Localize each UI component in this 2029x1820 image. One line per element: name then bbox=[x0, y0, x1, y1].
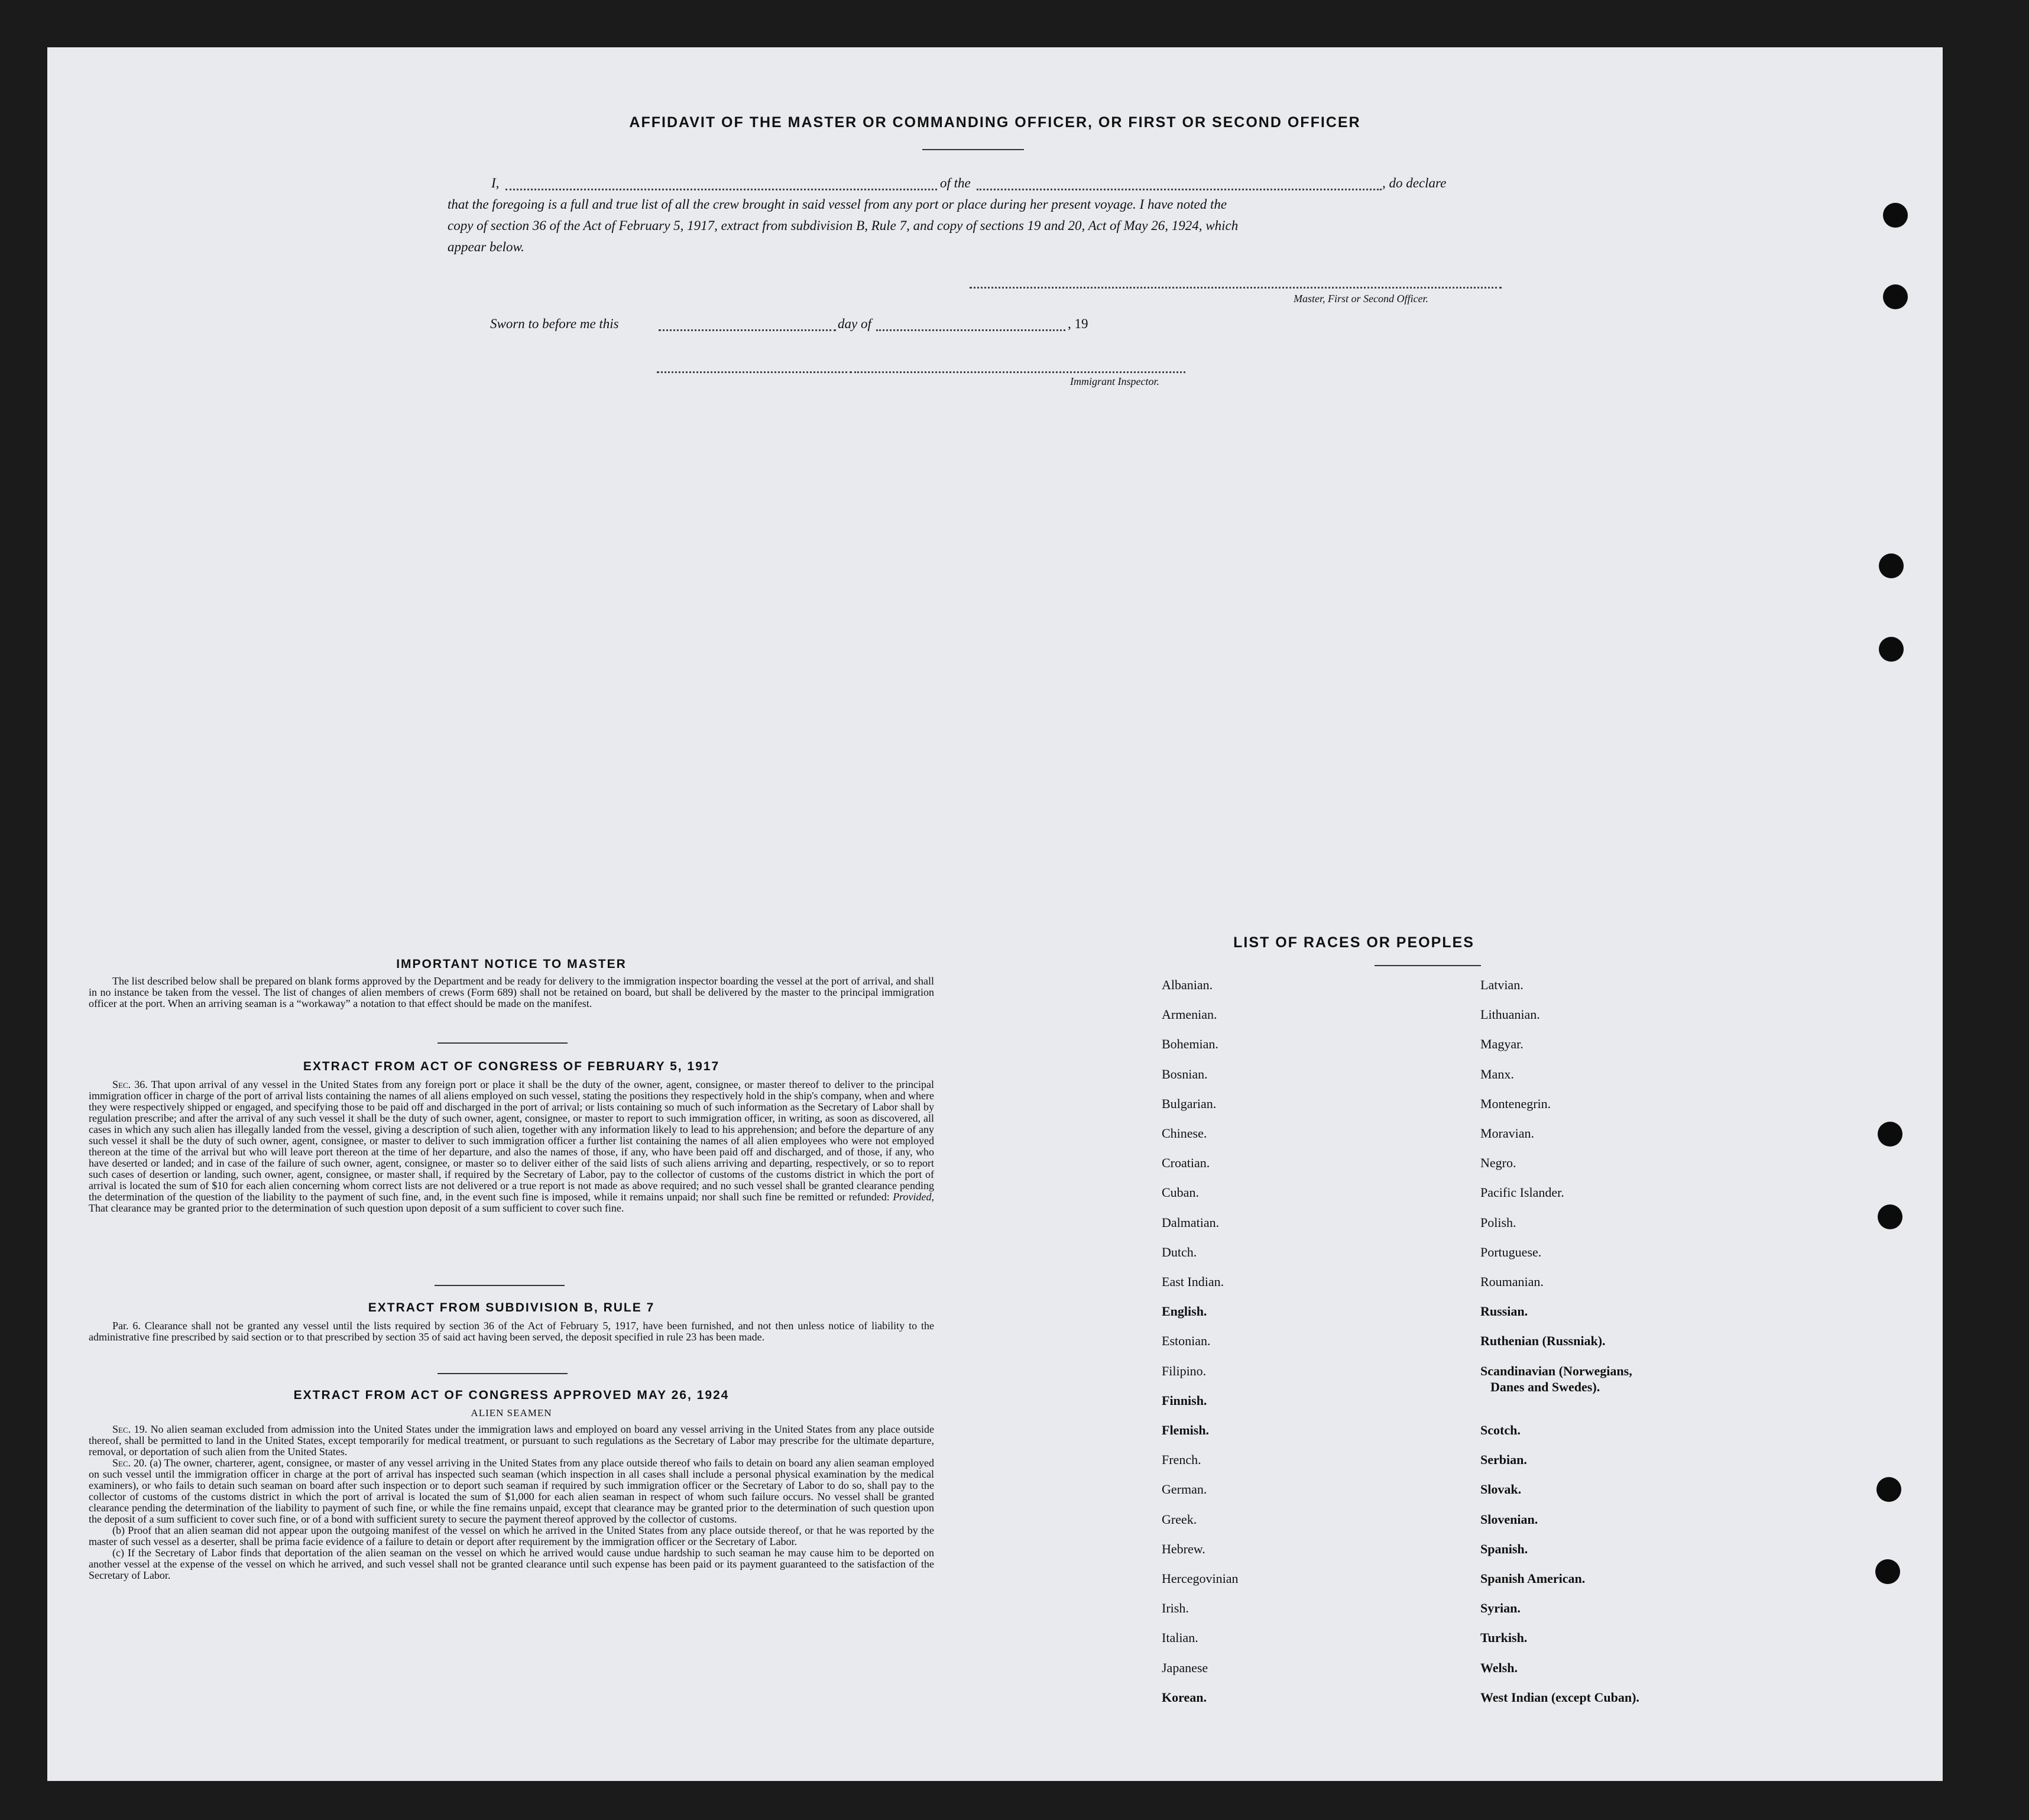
extract-1917-title: EXTRACT FROM ACT OF CONGRESS OF FEBRUARY 5, 1917 bbox=[303, 1060, 720, 1073]
race-item: Scotch. bbox=[1480, 1423, 1521, 1437]
race-item: Hebrew. bbox=[1162, 1541, 1205, 1556]
race-item: Portuguese. bbox=[1480, 1244, 1542, 1259]
race-item: Chinese. bbox=[1162, 1126, 1207, 1141]
race-item: Russian. bbox=[1480, 1304, 1528, 1319]
race-item: Latvian. bbox=[1480, 977, 1524, 992]
race-item: Armenian. bbox=[1162, 1007, 1217, 1022]
notice-text bbox=[89, 976, 934, 1009]
vessel-blank[interactable] bbox=[977, 189, 1382, 190]
name-blank[interactable] bbox=[505, 189, 937, 190]
notice-divider bbox=[437, 1042, 568, 1044]
notice-paragraph: The list described below shall be prepared on blank forms approved by the Department and be ready for delivery to the immigration inspector boarding the vessel at the port of arrival, and shall in no instance be taken from the vessel. The list of changes of alien members of crews (Form 689) shall not be retained on board, but shall be delivered by the master to the principal immigration officer at the port. When an arriving seaman is a “workaway” a notation to that effect should be made on the manifest. bbox=[89, 975, 934, 1009]
punch-hole bbox=[1879, 637, 1904, 662]
race-item: Albanian. bbox=[1162, 977, 1213, 992]
affidavit-line-4: appear below. bbox=[448, 239, 524, 254]
race-item: Spanish. bbox=[1480, 1541, 1528, 1556]
of-the-label: of the bbox=[940, 176, 971, 190]
affidavit-title: AFFIDAVIT OF THE MASTER OR COMMANDING OFFICER, OR FIRST OR SECOND OFFICER bbox=[629, 114, 1361, 131]
affidavit-line-3: copy of section 36 of the Act of February 5, 1917, extract from subdivision B, Rule 7, and copy of sections 19 and 20, Act of May 26, 1924, which bbox=[448, 218, 1239, 233]
race-item: Moravian. bbox=[1480, 1126, 1535, 1141]
race-item: Negro. bbox=[1480, 1155, 1516, 1171]
races-divider bbox=[1375, 965, 1481, 966]
race-item: German. bbox=[1162, 1482, 1207, 1497]
race-item: Hercegovinian bbox=[1162, 1571, 1239, 1586]
inspector-signature-line-b[interactable] bbox=[854, 371, 1185, 373]
extract-1924-title: EXTRACT FROM ACT OF CONGRESS APPROVED MAY 26, 1924 bbox=[293, 1388, 730, 1402]
sec-20-b: (b) Proof that an alien seaman did not appear upon the outgoing manifest of the vessel on which he arrived in the United States from any place outside thereof, or that he was reported by the master of such vessel as a deserter, shall be prima facie evidence of a failure to detain or deport after requirement by the immigration officer or the Secretary of Labor. bbox=[89, 1524, 934, 1547]
title-divider bbox=[922, 149, 1024, 150]
race-item: Dutch. bbox=[1162, 1244, 1197, 1259]
race-item: Finnish. bbox=[1162, 1392, 1207, 1408]
race-item: Roumanian. bbox=[1480, 1274, 1544, 1289]
race-item: West Indian (except Cuban). bbox=[1480, 1689, 1639, 1705]
race-item: Pacific Islander. bbox=[1480, 1185, 1564, 1200]
affidavit-i-label: I, bbox=[491, 176, 500, 190]
document-page bbox=[47, 47, 1943, 1781]
sworn-label: Sworn to before me this bbox=[490, 316, 619, 331]
race-item: Flemish. bbox=[1162, 1423, 1210, 1437]
scandinavian-continuation: Danes and Swedes). bbox=[1490, 1379, 1600, 1394]
race-item: Italian. bbox=[1162, 1630, 1198, 1646]
notice-title: IMPORTANT NOTICE TO MASTER bbox=[396, 957, 627, 971]
race-item: Bohemian. bbox=[1162, 1037, 1218, 1052]
race-item: Syrian. bbox=[1480, 1601, 1521, 1616]
race-item: Welsh. bbox=[1480, 1660, 1518, 1675]
sworn-month-blank[interactable] bbox=[876, 329, 1065, 331]
sec-20-label: Sec. 20. bbox=[112, 1457, 147, 1469]
race-item: Bulgarian. bbox=[1162, 1096, 1217, 1111]
punch-hole bbox=[1883, 203, 1908, 228]
punch-hole bbox=[1878, 1122, 1902, 1147]
sworn-day-blank[interactable] bbox=[659, 329, 836, 331]
race-item: Lithuanian. bbox=[1480, 1007, 1540, 1022]
race-item: Greek. bbox=[1162, 1511, 1197, 1527]
rule-7-title: EXTRACT FROM SUBDIVISION B, RULE 7 bbox=[368, 1301, 655, 1314]
rule-7-text bbox=[89, 1320, 934, 1343]
provided-word: Provided, bbox=[893, 1191, 934, 1203]
race-item: Korean. bbox=[1162, 1689, 1207, 1705]
sec-19-label: Sec. 19. bbox=[112, 1423, 148, 1435]
master-signature-line[interactable] bbox=[970, 287, 1502, 289]
races-title: LIST OF RACES OR PEOPLES bbox=[1233, 934, 1474, 951]
race-item: Ruthenian (Russniak). bbox=[1480, 1333, 1606, 1349]
race-item: East Indian. bbox=[1162, 1274, 1224, 1289]
sec-19-body: No alien seaman excluded from admission into the United States under the immigration laws and employed on board any vessel arriving in the United States from any place outside thereof, shall be permitted to land in the United States, except temporarily for medical treatment, or pursuant to such regulations as the Secretary of Labor may prescribe for the ultimate departure, removal, or deportation of such alien from the United States. bbox=[89, 1423, 935, 1458]
punch-hole bbox=[1878, 1204, 1902, 1229]
sec-36-tail: That clearance may be granted prior to the determination of such question upon deposit of a sum sufficient to cover such fine. bbox=[89, 1202, 624, 1214]
race-item: Cuban. bbox=[1162, 1185, 1199, 1200]
rule-7-paragraph: Par. 6. Clearance shall not be granted any vessel until the lists required by section 36 of the Act of February 5, 1917, have been furnished, and not then unless notice of liability to the administrative fine prescribed by said section or to that prescribed by section 35 of said act having been served, the deposit specified in rule 23 has been made. bbox=[89, 1320, 934, 1343]
sec-36-label: Sec. 36. bbox=[112, 1079, 148, 1090]
do-declare-label: , do declare bbox=[1382, 176, 1447, 190]
extract-1917-divider bbox=[435, 1285, 565, 1286]
race-item: Polish. bbox=[1480, 1215, 1516, 1230]
rule-7-divider bbox=[437, 1373, 568, 1374]
alien-seamen-subtitle: ALIEN SEAMEN bbox=[471, 1407, 552, 1419]
extract-1917-text bbox=[89, 1079, 934, 1214]
race-item: Montenegrin. bbox=[1480, 1096, 1551, 1111]
sec-20-c: (c) If the Secretary of Labor finds that deportation of the alien seaman on the vessel on which he arrived would cause undue hardship to such seaman he may cause him to be deported on another vessel at the expense of the vessel on which he arrived, and such vessel shall not be granted clearance until such expense has been paid or its payment guaranteed to the satisfaction of the Secretary of Labor. bbox=[89, 1547, 934, 1581]
year-label: , 19 bbox=[1068, 316, 1088, 331]
race-item: Bosnian. bbox=[1162, 1066, 1208, 1081]
punch-hole bbox=[1875, 1559, 1900, 1584]
race-item: Slovak. bbox=[1480, 1482, 1522, 1497]
sec-36-body: That upon arrival of any vessel in the United States from any foreign port or place it shall be the duty of the owner, agent, consignee, or master thereof to deliver to the principal immigration officer in charge of the port of arrival lists containing the names of all aliens employed on such vessel, stating the positions they respectively hold in the ship's company, when and where they were respectively shipped or engaged, and specifying those to be paid off and discharged in the port of arrival; or lists containing so much of such information as the Secretary of Labor shall by regulation prescribe; and after the arrival of any such vessel it shall be the duty of such owner, agent, consignee, or master to report to such immigration officer, in writing, as soon as discovered, all cases in which any such alien has illegally landed from the vessel, giving a description of such alien, together with any information likely to lead to his apprehension; and before the departure of any such vessel it shall be the duty of such owner, agent, consignee, or master to deliver to such immigration officer a further list containing the names of all alien employees who were not employed thereon at the time of the arrival but who will leave port thereon at the time of her departure, and also the names of those, if any, who have been paid off and discharged, and of those, if any, who have deserted or landed; and in case of the failure of such owner, agent, consignee, or master so to deliver either of the said lists of such aliens arriving and departing, respectively, or so to report such cases of desertion or landing, such owner, agent, consignee, or master shall, if required by the Secretary of Labor, pay to the collector of customs of the customs district in which the port of arrival is located the sum of $10 for each alien concerning whom correct lists are not delivered or a true report is not made as above required; and no such vessel shall be granted clearance pending the determination of the question of the liability to the payment of such fine, and, in the event such fine is imposed, while it remains unpaid; nor shall such fine be remitted or refunded: bbox=[89, 1079, 934, 1203]
race-item: Filipino. bbox=[1162, 1363, 1207, 1378]
inspector-caption: Immigrant Inspector. bbox=[1070, 375, 1159, 387]
master-caption: Master, First or Second Officer. bbox=[1294, 293, 1428, 305]
race-item: Irish. bbox=[1162, 1601, 1189, 1616]
race-item: Croatian. bbox=[1162, 1155, 1210, 1171]
day-of-label: day of bbox=[838, 316, 871, 331]
race-item: Estonian. bbox=[1162, 1333, 1211, 1349]
race-item: English. bbox=[1162, 1304, 1207, 1319]
race-item: French. bbox=[1162, 1452, 1201, 1468]
race-item: Magyar. bbox=[1480, 1037, 1524, 1052]
race-item: Manx. bbox=[1480, 1066, 1514, 1081]
punch-hole bbox=[1879, 553, 1904, 578]
inspector-signature-line-a[interactable] bbox=[657, 371, 852, 373]
punch-hole bbox=[1883, 284, 1908, 309]
race-item: Turkish. bbox=[1480, 1630, 1528, 1646]
punch-hole bbox=[1876, 1477, 1901, 1502]
race-item: Spanish American. bbox=[1480, 1571, 1586, 1586]
race-item: Japanese bbox=[1162, 1660, 1208, 1675]
race-item: Serbian. bbox=[1480, 1452, 1527, 1468]
extract-1924-text bbox=[89, 1424, 934, 1581]
affidavit-line-2: that the foregoing is a full and true list of all the crew brought in said vessel from any port or place during her present voyage. I have noted the bbox=[448, 197, 1227, 212]
race-item: Dalmatian. bbox=[1162, 1215, 1220, 1230]
race-item: Scandinavian (Norwegians, bbox=[1480, 1363, 1632, 1378]
sec-20-a: (a) The owner, charterer, agent, consignee, or master of any vessel arriving in the United States from any place outside thereof who fails to detain on board any alien seaman employed on such vessel until the immigration officer in charge at the port of arrival has inspected such seaman (which inspection in all cases shall include a personal physical examination by the medical examiners), or who fails to detain such seaman on board after such inspection or to deport such seaman if required by such immigration officer or the Secretary of Labor to do so, shall pay to the collector of customs of the customs district in which the port of arrival is located the sum of $1,000 for each alien seaman in respect of whom such failure occurs. No vessel shall be granted clearance pending the determination of the liability to payment of such fine, or while the fine remains unpaid, except that clearance may be granted prior to the determination of such question upon the deposit of a sum sufficient to cover such fine, or of a bond with sufficient surety to secure the payment thereof approved by the collector of customs. bbox=[89, 1457, 935, 1525]
race-item: Slovenian. bbox=[1480, 1511, 1538, 1527]
